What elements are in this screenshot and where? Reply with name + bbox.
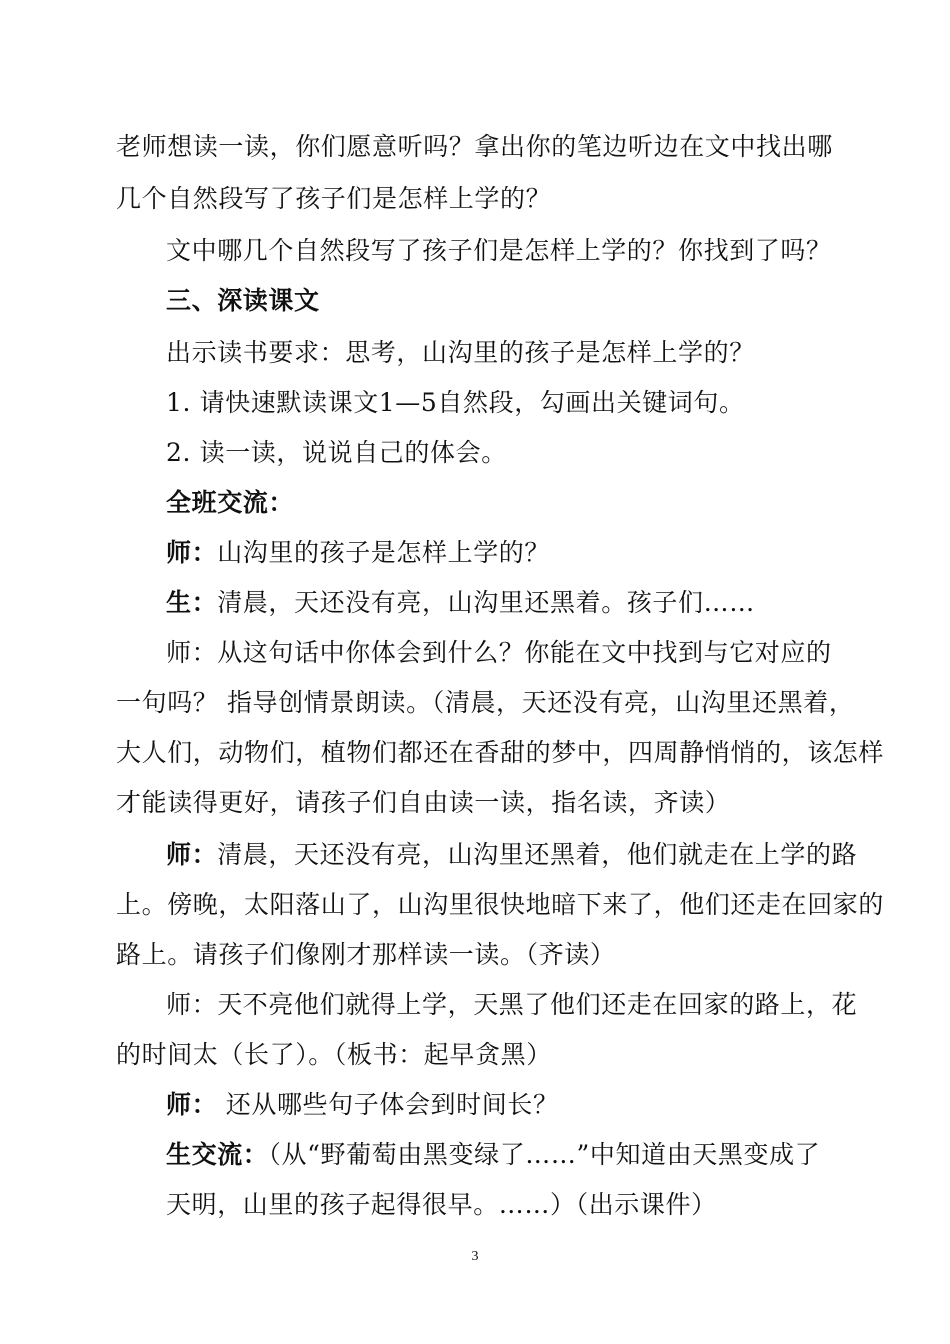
dialogue-text: 清晨，天还没有亮，山沟里还黑着，他们就走在上学的路 — [217, 840, 858, 869]
list-item: 1. 请快速默读课文1—5自然段，勾画出关键词句。 — [166, 388, 745, 417]
text-line: 几个自然段写了孩子们是怎样上学的？ — [116, 184, 552, 213]
dialogue-line — [166, 536, 550, 570]
text-line: 天明，山里的孩子起得很早。……）（出示课件） — [166, 1190, 717, 1219]
text-line: 师：天不亮他们就得上学，天黑了他们还走在回家的路上，花 — [166, 990, 858, 1019]
speaker-label: 师： — [166, 1090, 218, 1119]
dialogue-text: 还从哪些句子体会到时间长？ — [217, 1090, 559, 1119]
section-heading: 三、深读课文 — [166, 286, 320, 315]
dialogue-text: 清晨，天还没有亮，山沟里还黑着。孩子们…… — [217, 588, 755, 617]
list-item: 2. 读一读，说说自己的体会。 — [166, 438, 507, 467]
text-line: 大人们，动物们，植物们都还在香甜的梦中，四周静悄悄的，该怎样 — [116, 738, 885, 767]
text-line: 文中哪几个自然段写了孩子们是怎样上学的？你找到了吗？ — [166, 236, 832, 265]
speaker-label: 师： — [166, 538, 218, 567]
text-line: 才能读得更好，请孩子们自由读一读，指名读，齐读） — [116, 788, 731, 817]
dialogue-line — [166, 838, 857, 872]
text-line: 上。傍晚，太阳落山了，山沟里很快地暗下来了，他们还走在回家的 — [116, 890, 885, 919]
text-line: 老师想读一读，你们愿意听吗？拿出你的笔边听边在文中找出哪 — [116, 132, 833, 161]
dialogue-text: （从“野葡萄由黑变绿了……”中知道由天黑变成了 — [268, 1140, 821, 1169]
text-line: 一句吗？ 指导创情景朗读。（清晨，天还没有亮，山沟里还黑着， — [116, 688, 855, 717]
text-line: 师：从这句话中你体会到什么？你能在文中找到与它对应的 — [166, 638, 832, 667]
subheading: 全班交流： — [166, 488, 295, 517]
speaker-label: 师： — [166, 840, 218, 869]
text-line: 出示读书要求：思考，山沟里的孩子是怎样上学的？ — [166, 338, 755, 367]
dialogue-text: 山沟里的孩子是怎样上学的？ — [217, 538, 551, 567]
speaker-label: 生交流： — [166, 1140, 269, 1169]
dialogue-line — [166, 1088, 559, 1122]
dialogue-line — [166, 1138, 820, 1172]
text-line: 的时间太（长了）。（板书：起早贪黑） — [116, 1040, 552, 1069]
dialogue-line — [166, 586, 755, 620]
page-number: 3 — [471, 1249, 479, 1264]
speaker-label: 生： — [166, 588, 218, 617]
text-line: 路上。请孩子们像刚才那样读一读。（齐读） — [116, 940, 616, 969]
